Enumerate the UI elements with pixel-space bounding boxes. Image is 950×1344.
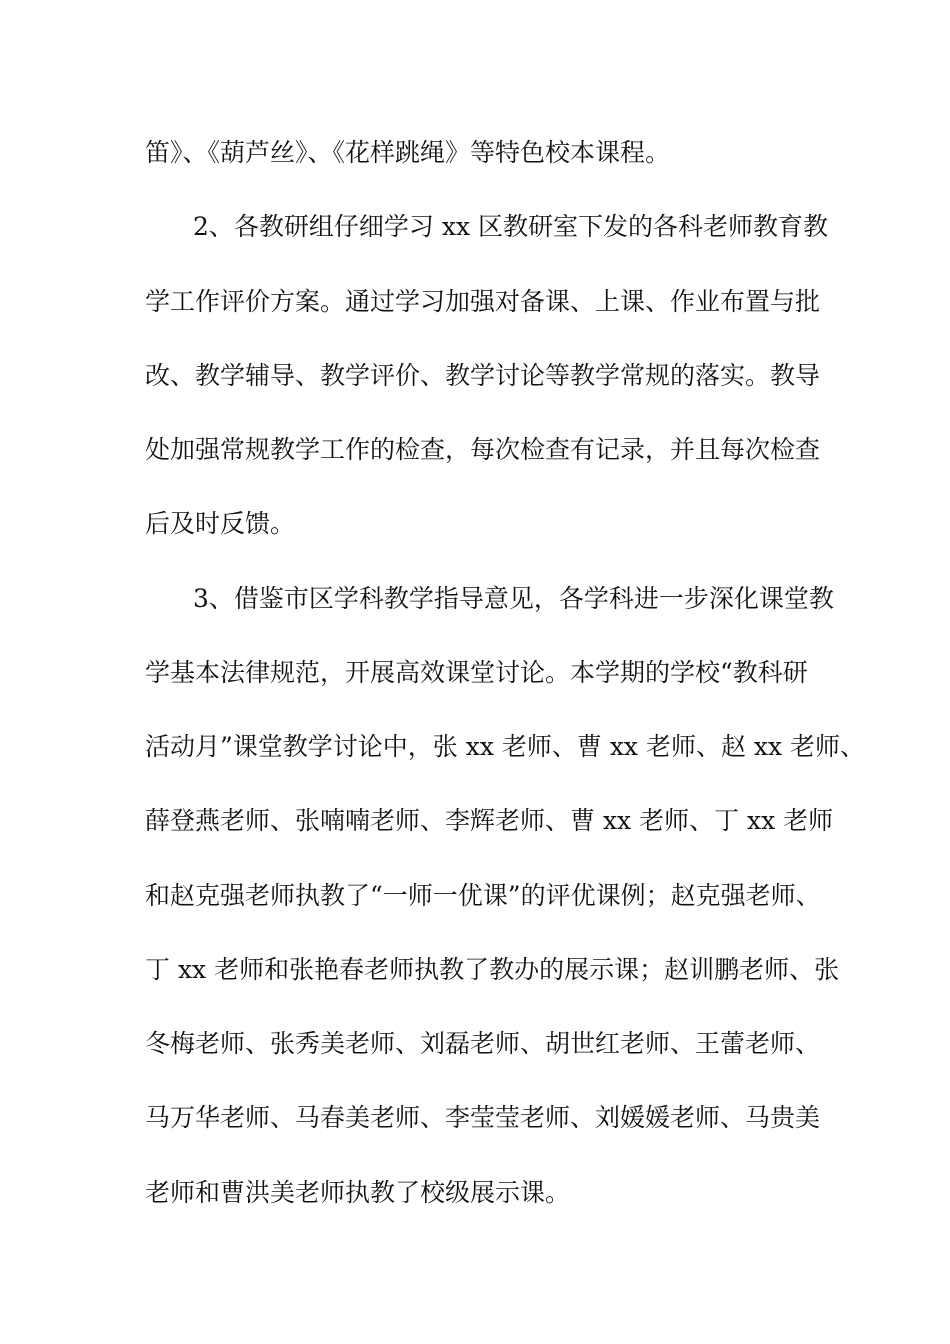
paragraph-3-line-2: 学基本法律规范，开展高效课堂讨论。本学期的学校“教科研	[145, 658, 808, 687]
paragraph-3-line-7: 冬梅老师、张秀美老师、刘磊老师、胡世红老师、王蕾老师、	[145, 1029, 821, 1058]
paragraph-2-line-2: 学工作评价方案。通过学习加强对备课、上课、作业布置与批	[145, 287, 821, 316]
paragraph-2-line-1: 2、各教研组仔细学习 xx 区教研室下发的各科老师教育教	[193, 212, 828, 241]
paragraph-2-line-5: 后及时反馈。	[145, 509, 296, 538]
paragraph-3-line-8: 马万华老师、马春美老师、李莹莹老师、刘媛媛老师、马贵美	[145, 1103, 821, 1132]
paragraph-2-line-4: 处加强常规教学工作的检查，每次检查有记录，并且每次检查	[145, 435, 821, 464]
paragraph-3-line-3: 活动月”课堂教学讨论中，张 xx 老师、曹 xx 老师、赵 xx 老师、	[145, 732, 866, 761]
paragraph-3-line-1: 3、借鉴市区学科教学指导意见，各学科进一步深化课堂教	[193, 584, 834, 613]
paragraph-3-line-4: 薛登燕老师、张喃喃老师、李辉老师、曹 xx 老师、丁 xx 老师	[145, 806, 834, 835]
paragraph-3-line-9: 老师和曹洪美老师执教了校级展示课。	[145, 1178, 571, 1207]
paragraph-3-line-5: 和赵克强老师执教了“一师一优课”的评优课例；赵克强老师、	[145, 881, 821, 910]
paragraph-2-line-3: 改、教学辅导、教学评价、教学讨论等教学常规的落实。教导	[145, 361, 821, 390]
text-line-1: 笛》、《葫芦丝》、《花样跳绳》等特色校本课程。	[145, 138, 671, 167]
paragraph-3-line-6: 丁 xx 老师和张艳春老师执教了教办的展示课；赵训鹏老师、张	[145, 955, 840, 984]
